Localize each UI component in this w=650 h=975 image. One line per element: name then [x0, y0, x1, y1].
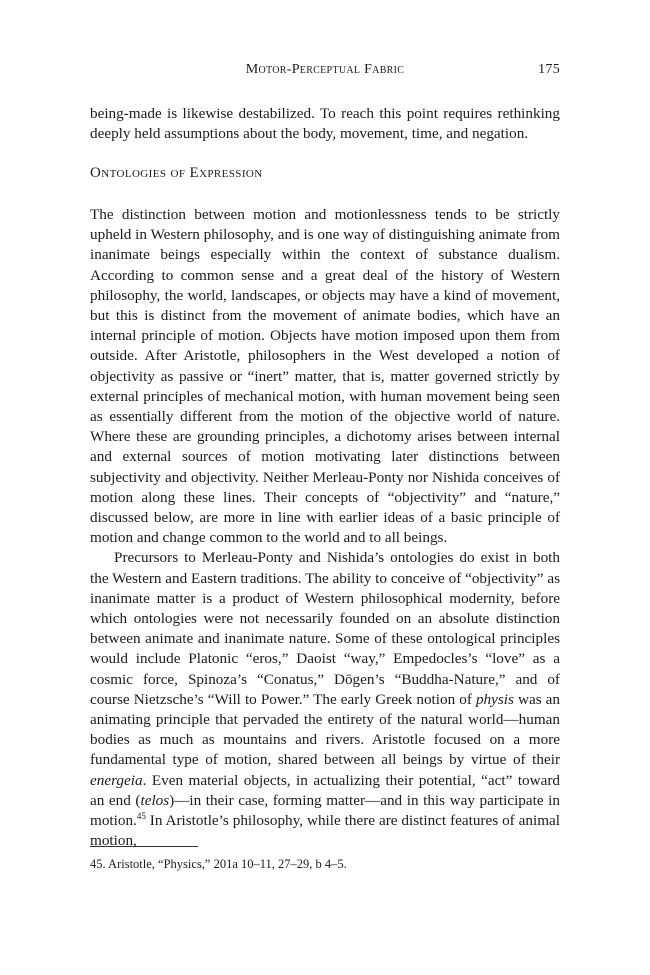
paragraph-2-text: In Aristotle’s philosophy, while there are distinct features of animal motion, [90, 812, 560, 850]
running-title: Motor-Perceptual Fabric [245, 62, 405, 77]
term-energeia: energeia [90, 771, 143, 789]
paragraph-2 [90, 548, 560, 851]
paragraph-2-text: )—in their case, forming matter—and in this way participate in motion. [90, 791, 560, 830]
footnote: 45. Aristotle, “Physics,” 201a 10–11, 27–29, b 4–5. [90, 857, 347, 871]
term-telos: telos [140, 791, 170, 809]
paragraph-2-text: Precursors to Merleau-Ponty and Nishida’s ontologies do exist in both the Western and Eastern traditions. The ability to conceive of “objectivity” as inanimate matter is a product of Western philosophical modernity, before which ontologies were not necessarily founded on an absolute distinction between animate and inanimate nature. Some of these ontological principles would include Platonic “eros,” Daoist “way,” Empedocles’s “love” as a cosmic force, Spinoza’s “Conatus,” Dōgen’s “Buddha-Nature,” and of course Nietzsche’s “Will to Power.” The early Greek notion of [90, 549, 560, 708]
paragraph-1: The distinction between motion and motionlessness tends to be strictly upheld in Western philosophy, and is one way of distinguishing animate from inanimate beings especially within the context of substance dualism. According to common sense and a great deal of the history of Western philosophy, the world, landscapes, or objects may have a kind of movement, but this is distinct from the movement of animate bodies, which have an internal principle of motion. Objects have motion imposed upon them from outside. After Aristotle, philosophers in the West developed a notion of objectivity as passive or “inert” matter, that is, matter governed strictly by external principles of mechanical motion, with human movement being seen as essentially different from the motion of the objective world of nature. Where these are grounding principles, a dichotomy arises between internal and external sources of motion motivating later distinctions between subjectivity and objectivity. Neither Merleau-Ponty nor Nishida conceives of motion along these lines. Their concepts of “objectivity” and “nature,” discussed below, are more in line with earlier ideas of a basic principle of motion and change common to the world and to all beings. [90, 206, 560, 547]
footnote-reference[interactable]: 45 [136, 811, 146, 822]
intro-paragraph: being-made is likewise destabilized. To reach this point requires rethinking deeply held assumptions about the body, movement, time, and negation. [90, 105, 560, 143]
term-physis: physis [475, 690, 514, 708]
section-body [90, 205, 560, 852]
footnote-divider [90, 846, 198, 847]
paragraph-2-text: was an animating principle that pervaded the entirety of the natural world—human bodies as much as mountains and rivers. Aristotle focused on a more fundamental type of motion, shared between all beings by virtue of their [90, 690, 560, 769]
page-number: 175 [538, 62, 560, 77]
intro-paragraph-block [90, 104, 560, 144]
paragraph-2-text: . Even material objects, in actualizing their potential, “act” toward an end ( [90, 771, 560, 809]
section-heading: Ontologies of Expression [90, 165, 263, 181]
running-head [90, 62, 560, 82]
